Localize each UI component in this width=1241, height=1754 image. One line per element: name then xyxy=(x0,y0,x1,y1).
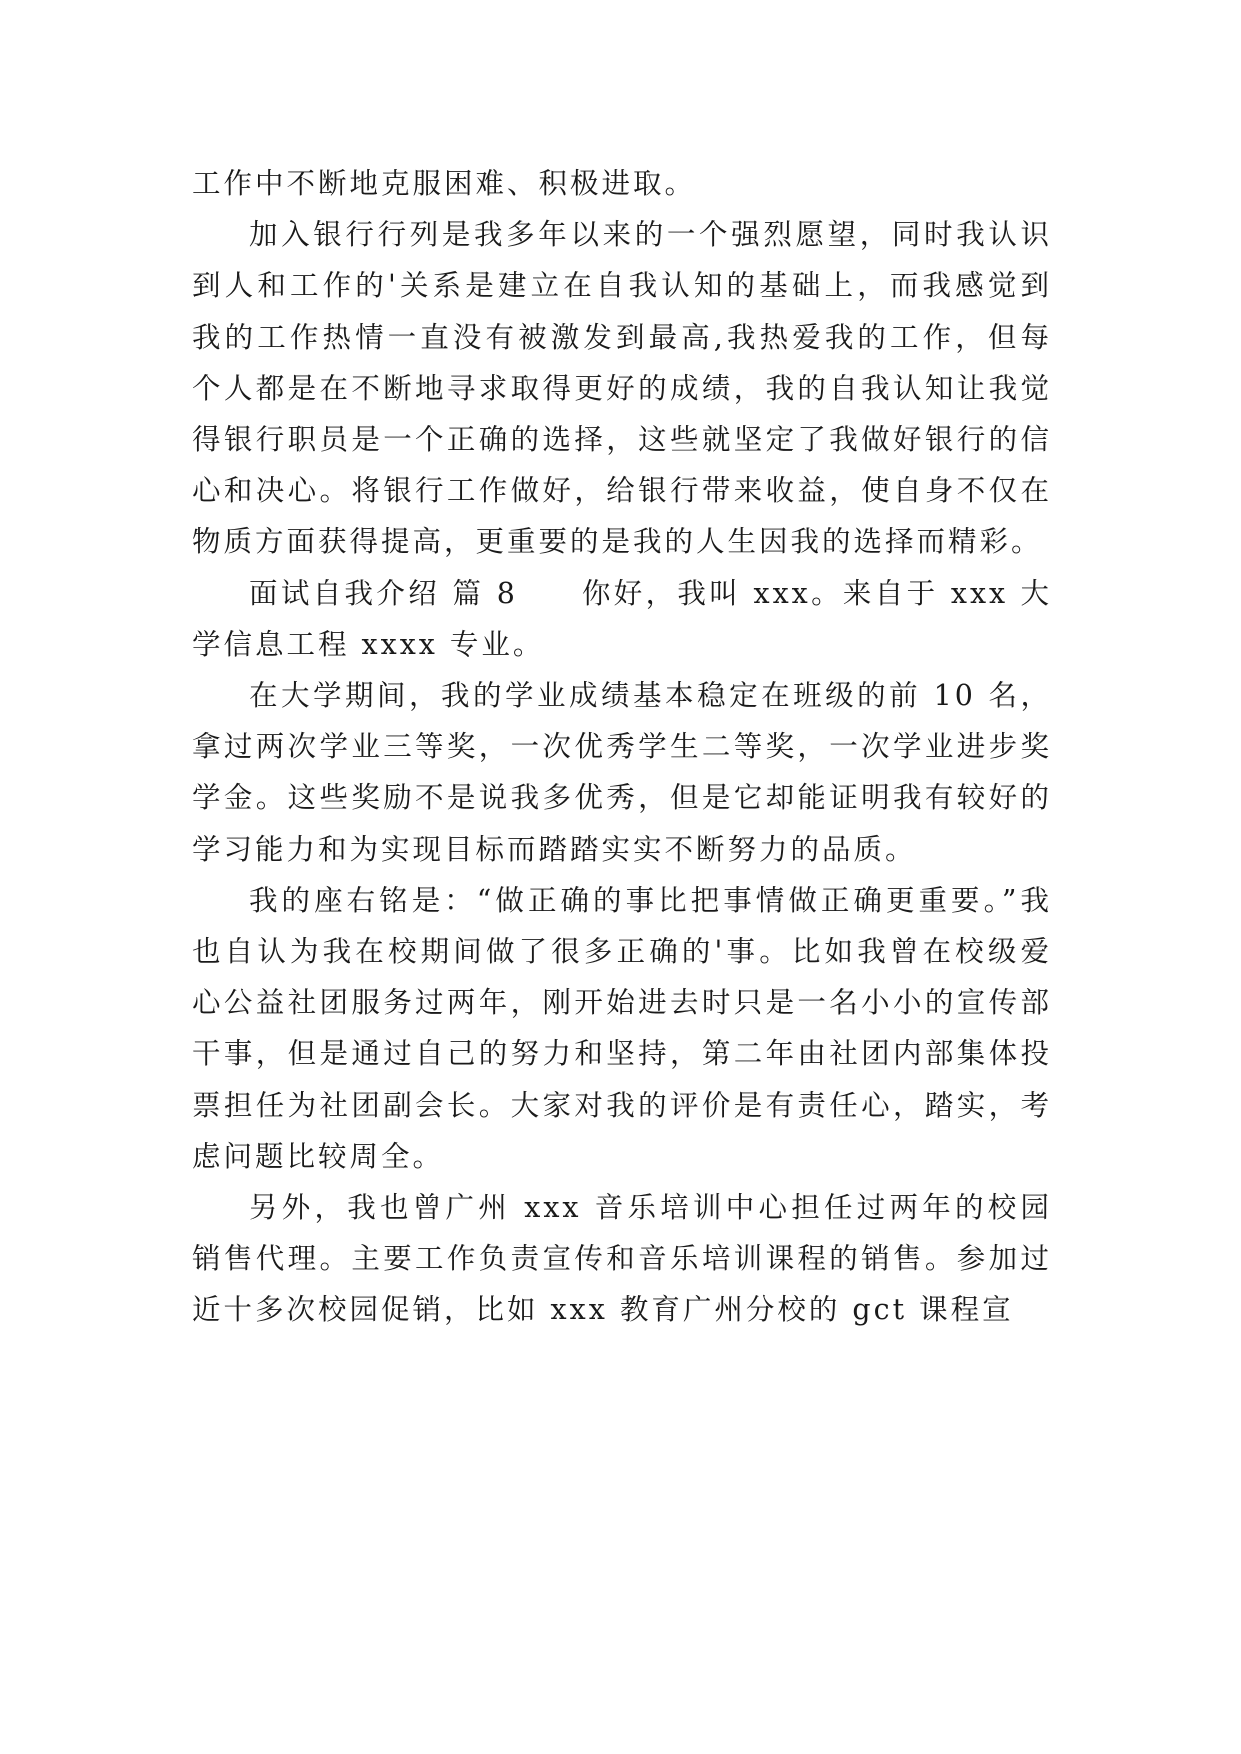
paragraph-continuation: 工作中不断地克服困难、积极进取。 xyxy=(192,167,697,200)
paragraph-motto: 我的座右铭是：“做正确的事比把事情做正确更重要。”我也自认为我在校期间做了很多正确的'事。比如我曾在校级爱心公益社团服务过两年，刚开始进去时只是一名小小的宣传部干事，但是通过自己的努力和坚持，第二年由社团内部集体投票担任为社团副会长。大家对我的评价是有责任心，踏实，考虑问题比较周全。 xyxy=(192,883,1052,1173)
document-body xyxy=(192,158,1052,1336)
paragraph-bank-aspiration: 加入银行行列是我多年以来的一个强烈愿望，同时我认识到人和工作的'关系是建立在自我认知的基础上，而我感觉到我的工作热情一直没有被激发到最高,我热爱我的工作，但每个人都是在不断地寻求取得更好的成绩，我的自我认知让我觉得银行职员是一个正确的选择，这些就坚定了我做好银行的信心和决心。将银行工作做好，给银行带来收益，使自身不仅在物质方面获得提高，更重要的是我的人生因我的选择而精彩。 xyxy=(192,218,1052,559)
paragraph-university-awards: 在大学期间，我的学业成绩基本稳定在班级的前 10 名，拿过两次学业三等奖，一次优秀学生二等奖，一次学业进步奖学金。这些奖励不是说我多优秀，但是它却能证明我有较好的学习能力和为实现目标而踏踏实实不断努力的品质。 xyxy=(192,679,1052,866)
paragraph-section-8-intro: 面试自我介绍 篇 8 你好，我叫 xxx。来自于 xxx 大学信息工程 xxxx 专业。 xyxy=(192,576,1052,661)
paragraph-sales-agent: 另外，我也曾广州 xxx 音乐培训中心担任过两年的校园销售代理。主要工作负责宣传和音乐培训课程的销售。参加过近十多次校园促销，比如 xxx 教育广州分校的 gct 课程宣 xyxy=(192,1191,1052,1327)
